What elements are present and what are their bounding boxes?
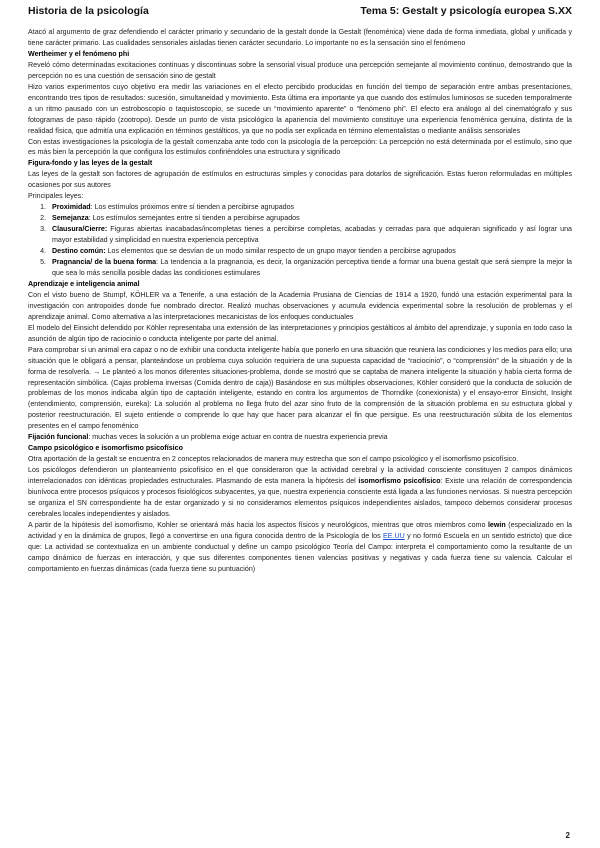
section-heading-wertheimer: Wertheimer y el fenómeno phi xyxy=(28,49,130,58)
law-description: : Los estímulos próximos entre sí tienden a percibirse agrupados xyxy=(90,203,295,212)
list-intro: Principales leyes: xyxy=(28,192,84,201)
paragraph: El modelo del Einsicht defendido por Köhler representaba una extensión de las interpretaciones y principios gestálticos al ámbito del aprendizaje, y suponía en todo caso la asunción de algún tipo de raciocinio o conducta inteligente por parte del animal. xyxy=(28,323,572,343)
paragraph: Las leyes de la gestalt son factores de agrupación de estímulos en estructuras simples y conocidas para dotarlos de significación. Estas fueron reformuladas en múltiples ocasiones por sus autores xyxy=(28,170,572,190)
paragraph: Con el visto bueno de Stumpf, KÖHLER va a Tenerife, a una estación de la Academia Prusiana de Ciencias de 1914 a 1920, fundó una estación experimental para la investigación con antropoides donde fue nombrado director. Realizó muchas observaciones y acumula evidencia experimental sobre la resolución de problemas y el aprendizaje animal. Como alternativa a las interpretaciones mecanicistas de los enfoques conductuales xyxy=(28,290,572,321)
paragraph: Otra aportación de la gestalt se encuentra en 2 conceptos relacionados de manera muy estrecha que son el campo psicológico y el isomorfismo psicofísico. xyxy=(28,455,519,464)
list-number: 5. xyxy=(40,258,46,267)
list-item xyxy=(28,202,572,213)
law-description: : Los estímulos semejantes entre sí tienden a percibirse agrupados xyxy=(88,214,300,223)
list-item xyxy=(28,257,572,279)
paragraph: Fijación funcional: muchas veces la solución a un problema exige actuar en contra de nuestra experiencia previa xyxy=(28,433,388,442)
law-term: Proximidad xyxy=(52,203,91,212)
section-heading-aprendizaje: Aprendizaje e inteligencia animal xyxy=(28,279,140,288)
list-number: 1. xyxy=(40,203,46,212)
list-number: 4. xyxy=(40,247,46,256)
law-term: Destino común: xyxy=(52,247,106,256)
law-description: : La tendencia a la pragnancia, es decir, la organización perceptiva tiende a formar una buena gestalt que será siempre la mejor la que sea lo más sencilla posible dadas las condiciones estimulares xyxy=(52,258,572,277)
list-item xyxy=(28,224,572,246)
section-heading-campo: Campo psicológico e isomorfismo psicofísico xyxy=(28,444,183,453)
header-topic-title: Tema 5: Gestalt y psicología europea S.XX xyxy=(360,5,572,17)
term-isomorfismo: isomorfismo psicofísico xyxy=(358,477,441,486)
list-number: 3. xyxy=(40,225,46,234)
header-course-title: Historia de la psicología xyxy=(28,5,149,17)
page-number: 2 xyxy=(565,831,570,840)
intro-paragraph: Atacó al argumento de graz defendiendo el carácter primario y secundario de la gestalt donde la Gestalt (fenoménica) viene dada de forma inmediata, global y unificada y tiene carácter primario. Las cualidades sensoriales aisladas tienen carácter secundario. Lo importante no es la sensación sino el fenómeno xyxy=(28,28,572,47)
paragraph: Reveló cómo determinadas excitaciones continuas y discontinuas sobre la sensorial visual produce una percepción semejante al movimiento continuo, demostrando que la percepción no es una cuestión de sensación sino de gestalt xyxy=(28,60,572,80)
law-description: Figuras abiertas inacabadas/incompletas tienes a percibirse completas, acabadas y cerradas para que adquieran significado y así lograr una mayor estabilidad y simplicidad en nuestra experiencia perceptiva xyxy=(52,225,572,245)
list-item xyxy=(28,213,572,224)
law-description: Los elementos que se desvían de un modo similar respecto de un grupo mayor tienden a percibirse agrupados xyxy=(105,247,456,256)
paragraph: Los psicólogos defendieron un planteamiento psicofísico en el que consideraron que la actividad cerebral y la actividad consciente constituyen 2 campos dinámicos interrelacionados con idénticas propiedades estructurales. Plasmando de esta manera la hipótesis del isomorfismo psicofísico: Existe una relación de correspondencia biunívoca entre procesos psíquicos y procesos fisiológicos subyacentes, ya que, nuestra experiencia consciente está ligada a las funciones nerviosas. Si nuestra percepción se organiza el SN correspondiente ha de estar organizado y si no consideramos elementos psíquicos independientes aislados, tampoco debemos considerar procesos cerebrales locales independientes y aislados. xyxy=(28,466,572,518)
gestalt-laws-list xyxy=(28,202,572,279)
section-heading-figura-fondo: Figura-fondo y las leyes de la gestalt xyxy=(28,159,153,168)
paragraph: Para comprobar si un animal era capaz o no de exhibir una conducta inteligente había que ponerlo en una situación que reuniera las condiciones y los medios para ello; una situación que le obligará a pensar, planteándose un problema cuya solución requiriera de una supuesta capacidad de “raciocinio”, o “comprensión” de la situación y de la forma de resolverla. → Le planteó a los monos diferentes situaciones-problema, donde se mostró que se captaba de manera inteligente la situación y había cierta forma de representación simbólica. (Cajas problema inversas (Comida dentro de caja)) Basándose en sus múltiples observaciones, Köhler consideró que la conducta de solución de problemas de los monos indicaba algún tipo de captación inteligente, estando en contra los argumentos de Thorndike (conexionista) y el ensayo-error Einsicht, Insight (entendimiento, comprensión, eureka): La solución al problema no llega fruto del azar sino fruto de la comprensión de la situación problema en su estructura global y posterior reestructuración. El sujeto entiende o comprende lo que hay que hacer para alcanzar el fin que persigue. Es una reestructuración súbita de los elementos presentes en el campo fenoménico xyxy=(28,345,572,431)
law-term: Pragnancia/ de la buena forma xyxy=(52,258,157,267)
eeuu-link[interactable]: EE.UU xyxy=(383,531,405,540)
paragraph: A partir de la hipótesis del isomorfismo, Kohler se orientará más hacia los aspectos físicos y neurológicos, mientras que otros miembros como lewin (especializado en la actividad y en la dinámica de grupos, llegó a convertirse en una figura conocida dentro de la Psicología de los EE.UU y no formó Escuela en un sentido estricto) que dice que: La actividad se contextualiza en un ambiente conductual y define un campo psicológico Teoría del Campo: interpreta el comportamiento como la resultante de un campo dinámico de fuerzas en interacción, y que sus diferentes componentes tienen valencias positivas y negativas y cada fuerza tiene su valencia. Calcular el comportamiento en fuerzas dinámicas (cada fuerza tiene su puntuación) xyxy=(28,520,572,573)
list-number: 2. xyxy=(40,214,46,223)
page-content xyxy=(28,27,572,575)
paragraph: Hizo varios experimentos cuyo objetivo era medir las variaciones en el efecto percibido producidas en función del tiempo de separación entre ambas presentaciones, encontrando tres tipos de resultados: sucesión, simultaneidad y movimiento. Esta última era importante ya que cuando dos estímulos luminosos se suceden temporalmente a un ritmo pausado con un estroboscopio o taquistoscopio, se sucede un “movimiento aparente” o “fenómeno phi”. El efecto era análogo al del cinematógrafo y sus fotogramas de paso rápido (zootropo). Desde un punto de vista psicológico la apariencia del movimiento constituye una experiencia fenoménica genuina, distinta de la realidad física, que admitía una explicación en términos gestálticos, ya que no podía ser explicada en término elementalistas o mediante análisis sensoriales xyxy=(28,82,572,135)
list-item xyxy=(28,246,572,257)
law-term: Clausura/Cierre: xyxy=(52,225,108,234)
term-lewin: lewin xyxy=(487,520,506,529)
law-term: Semejanza xyxy=(52,214,89,223)
term-fijacion-funcional: Fijación funcional xyxy=(28,433,89,442)
page-header xyxy=(28,0,572,22)
paragraph: Con estas investigaciones la psicología de la gestalt comenzaba ante todo con la psicología de la percepción: La percepción no está determinada por el estímulo, sino que es más bien la percepción la que configura los estímulos confiriéndoles una estructura y significado xyxy=(28,137,572,157)
